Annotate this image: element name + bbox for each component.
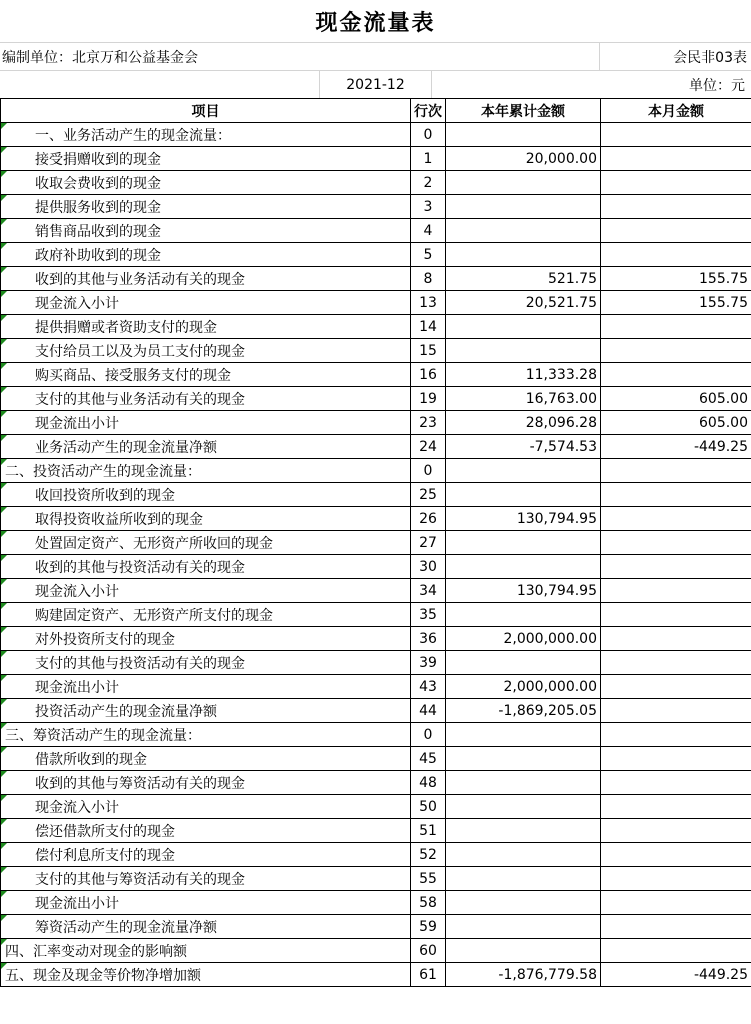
- line-number-cell[interactable]: 35: [411, 603, 446, 627]
- table-row: [1, 627, 751, 651]
- month-amount-cell[interactable]: [601, 939, 751, 963]
- table-row: [1, 315, 751, 339]
- period-row: [0, 70, 751, 98]
- item-cell[interactable]: 支付的其他与业务活动有关的现金: [1, 387, 411, 411]
- item-cell[interactable]: 五、现金及现金等价物净增加额: [1, 963, 411, 987]
- table-row: [1, 363, 751, 387]
- month-amount-cell[interactable]: 155.75: [601, 291, 751, 315]
- table-row: [1, 771, 751, 795]
- ytd-amount-cell[interactable]: [446, 123, 601, 147]
- line-number-cell[interactable]: 45: [411, 747, 446, 771]
- table-row: [1, 219, 751, 243]
- ytd-amount-cell[interactable]: [446, 171, 601, 195]
- header-row: [1, 99, 751, 123]
- month-amount-cell[interactable]: [601, 747, 751, 771]
- item-cell[interactable]: 收取会费收到的现金: [1, 171, 411, 195]
- line-number-cell[interactable]: 19: [411, 387, 446, 411]
- month-amount-cell[interactable]: [601, 243, 751, 267]
- item-cell[interactable]: 对外投资所支付的现金: [1, 627, 411, 651]
- ytd-amount-cell[interactable]: [446, 915, 601, 939]
- period-cell[interactable]: 2021-12: [320, 71, 432, 98]
- month-amount-cell[interactable]: [601, 507, 751, 531]
- table-row: [1, 867, 751, 891]
- line-number-cell[interactable]: 2: [411, 171, 446, 195]
- table-row: [1, 171, 751, 195]
- item-cell[interactable]: 三、筹资活动产生的现金流量：: [1, 723, 411, 747]
- line-number-cell[interactable]: 52: [411, 843, 446, 867]
- line-number-cell[interactable]: 34: [411, 579, 446, 603]
- item-cell[interactable]: 收回投资所收到的现金: [1, 483, 411, 507]
- ytd-amount-cell[interactable]: 130,794.95: [446, 507, 601, 531]
- line-number-cell[interactable]: 26: [411, 507, 446, 531]
- item-cell[interactable]: 现金流出小计: [1, 891, 411, 915]
- month-amount-cell[interactable]: [601, 843, 751, 867]
- table-row: [1, 531, 751, 555]
- month-amount-cell[interactable]: 605.00: [601, 387, 751, 411]
- header-month[interactable]: 本月金额: [601, 99, 751, 123]
- line-number-cell[interactable]: 16: [411, 363, 446, 387]
- ytd-amount-cell[interactable]: [446, 459, 601, 483]
- line-number-cell[interactable]: 51: [411, 819, 446, 843]
- ytd-amount-cell[interactable]: [446, 867, 601, 891]
- ytd-amount-cell[interactable]: [446, 483, 601, 507]
- table-row: [1, 651, 751, 675]
- line-number-cell[interactable]: 50: [411, 795, 446, 819]
- line-number-cell[interactable]: 55: [411, 867, 446, 891]
- month-amount-cell[interactable]: 605.00: [601, 411, 751, 435]
- table-row: [1, 291, 751, 315]
- item-cell[interactable]: 提供服务收到的现金: [1, 195, 411, 219]
- line-number-cell[interactable]: 58: [411, 891, 446, 915]
- cash-flow-table: [0, 98, 751, 987]
- table-row: [1, 843, 751, 867]
- item-cell[interactable]: 现金流出小计: [1, 411, 411, 435]
- item-cell[interactable]: 现金流入小计: [1, 291, 411, 315]
- table-row: [1, 195, 751, 219]
- item-cell[interactable]: 支付给员工以及为员工支付的现金: [1, 339, 411, 363]
- line-number-cell[interactable]: 27: [411, 531, 446, 555]
- line-number-cell[interactable]: 14: [411, 315, 446, 339]
- month-amount-cell[interactable]: [601, 603, 751, 627]
- item-cell[interactable]: 现金流入小计: [1, 579, 411, 603]
- ytd-amount-cell[interactable]: 20,521.75: [446, 291, 601, 315]
- ytd-amount-cell[interactable]: [446, 315, 601, 339]
- ytd-amount-cell[interactable]: [446, 891, 601, 915]
- line-number-cell[interactable]: 30: [411, 555, 446, 579]
- month-amount-cell[interactable]: [601, 483, 751, 507]
- ytd-amount-cell[interactable]: [446, 843, 601, 867]
- table-row: [1, 267, 751, 291]
- month-amount-cell[interactable]: [601, 915, 751, 939]
- table-row: [1, 459, 751, 483]
- line-number-cell[interactable]: 61: [411, 963, 446, 987]
- item-cell[interactable]: 借款所收到的现金: [1, 747, 411, 771]
- line-number-cell[interactable]: 25: [411, 483, 446, 507]
- month-amount-cell[interactable]: [601, 459, 751, 483]
- header-line[interactable]: 行次: [411, 99, 446, 123]
- table-row: [1, 435, 751, 459]
- ytd-amount-cell[interactable]: [446, 651, 601, 675]
- table-row: [1, 939, 751, 963]
- table-row: [1, 579, 751, 603]
- organization-cell[interactable]: 编制单位：北京万和公益基金会: [0, 43, 600, 70]
- line-number-cell[interactable]: 1: [411, 147, 446, 171]
- item-cell[interactable]: 收到的其他与业务活动有关的现金: [1, 267, 411, 291]
- ytd-amount-cell[interactable]: [446, 795, 601, 819]
- ytd-amount-cell[interactable]: [446, 771, 601, 795]
- month-amount-cell[interactable]: [601, 363, 751, 387]
- table-row: [1, 507, 751, 531]
- month-amount-cell[interactable]: [601, 627, 751, 651]
- ytd-amount-cell[interactable]: [446, 819, 601, 843]
- item-cell[interactable]: 收到的其他与筹资活动有关的现金: [1, 771, 411, 795]
- month-amount-cell[interactable]: [601, 555, 751, 579]
- item-cell[interactable]: 二、投资活动产生的现金流量：: [1, 459, 411, 483]
- table-row: [1, 915, 751, 939]
- line-number-cell[interactable]: 44: [411, 699, 446, 723]
- table-row: [1, 699, 751, 723]
- unit-cell[interactable]: 单位：元: [689, 77, 745, 94]
- item-cell[interactable]: 支付的其他与筹资活动有关的现金: [1, 867, 411, 891]
- table-row: [1, 747, 751, 771]
- line-number-cell[interactable]: 4: [411, 219, 446, 243]
- item-cell[interactable]: 业务活动产生的现金流量净额: [1, 435, 411, 459]
- line-number-cell[interactable]: 0: [411, 123, 446, 147]
- report-title: 现金流量表: [315, 9, 436, 36]
- month-amount-cell[interactable]: [601, 195, 751, 219]
- line-number-cell[interactable]: 5: [411, 243, 446, 267]
- line-number-cell[interactable]: 60: [411, 939, 446, 963]
- month-amount-cell[interactable]: -449.25: [601, 963, 751, 987]
- month-amount-cell[interactable]: [601, 891, 751, 915]
- month-amount-cell[interactable]: [601, 171, 751, 195]
- month-amount-cell[interactable]: [601, 147, 751, 171]
- table-row: [1, 147, 751, 171]
- table-row: [1, 963, 751, 987]
- line-number-cell[interactable]: 36: [411, 627, 446, 651]
- month-amount-cell[interactable]: [601, 219, 751, 243]
- line-number-cell[interactable]: 15: [411, 339, 446, 363]
- line-number-cell[interactable]: 48: [411, 771, 446, 795]
- item-cell[interactable]: 处置固定资产、无形资产所收回的现金: [1, 531, 411, 555]
- item-cell[interactable]: 现金流入小计: [1, 795, 411, 819]
- line-number-cell[interactable]: 23: [411, 411, 446, 435]
- ytd-amount-cell[interactable]: [446, 531, 601, 555]
- ytd-amount-cell[interactable]: 20,000.00: [446, 147, 601, 171]
- month-amount-cell[interactable]: [601, 339, 751, 363]
- table-row: [1, 891, 751, 915]
- ytd-amount-cell[interactable]: [446, 243, 601, 267]
- table-row: [1, 339, 751, 363]
- item-cell[interactable]: 接受捐赠收到的现金: [1, 147, 411, 171]
- month-amount-cell[interactable]: [601, 723, 751, 747]
- ytd-amount-cell[interactable]: 521.75: [446, 267, 601, 291]
- ytd-amount-cell[interactable]: 16,763.00: [446, 387, 601, 411]
- item-cell[interactable]: 收到的其他与投资活动有关的现金: [1, 555, 411, 579]
- line-number-cell[interactable]: 24: [411, 435, 446, 459]
- month-amount-cell[interactable]: 155.75: [601, 267, 751, 291]
- item-cell[interactable]: 取得投资收益所收到的现金: [1, 507, 411, 531]
- table-row: [1, 675, 751, 699]
- table-row: [1, 723, 751, 747]
- month-amount-cell[interactable]: [601, 651, 751, 675]
- item-cell[interactable]: 购买商品、接受服务支付的现金: [1, 363, 411, 387]
- item-cell[interactable]: 一、业务活动产生的现金流量：: [1, 123, 411, 147]
- line-number-cell[interactable]: 43: [411, 675, 446, 699]
- item-cell[interactable]: 提供捐赠或者资助支付的现金: [1, 315, 411, 339]
- line-number-cell[interactable]: 8: [411, 267, 446, 291]
- table-row: [1, 819, 751, 843]
- ytd-amount-cell[interactable]: -1,876,779.58: [446, 963, 601, 987]
- line-number-cell[interactable]: 39: [411, 651, 446, 675]
- ytd-amount-cell[interactable]: -7,574.53: [446, 435, 601, 459]
- ytd-amount-cell[interactable]: -1,869,205.05: [446, 699, 601, 723]
- ytd-amount-cell[interactable]: [446, 219, 601, 243]
- month-amount-cell[interactable]: [601, 819, 751, 843]
- table-row: [1, 123, 751, 147]
- table-row: [1, 603, 751, 627]
- month-amount-cell[interactable]: [601, 675, 751, 699]
- month-amount-cell[interactable]: [601, 771, 751, 795]
- month-amount-cell[interactable]: [601, 699, 751, 723]
- item-cell[interactable]: 购建固定资产、无形资产所支付的现金: [1, 603, 411, 627]
- header-item[interactable]: 项目: [1, 99, 411, 123]
- item-cell[interactable]: 政府补助收到的现金: [1, 243, 411, 267]
- ytd-amount-cell[interactable]: [446, 747, 601, 771]
- line-number-cell[interactable]: 59: [411, 915, 446, 939]
- item-cell[interactable]: 销售商品收到的现金: [1, 219, 411, 243]
- form-code-cell[interactable]: 会民非03表: [673, 49, 747, 66]
- ytd-amount-cell[interactable]: [446, 195, 601, 219]
- item-cell[interactable]: 筹资活动产生的现金流量净额: [1, 915, 411, 939]
- table-row: [1, 483, 751, 507]
- table-row: [1, 795, 751, 819]
- line-number-cell[interactable]: 3: [411, 195, 446, 219]
- table-row: [1, 555, 751, 579]
- table-row: [1, 243, 751, 267]
- ytd-amount-cell[interactable]: 11,333.28: [446, 363, 601, 387]
- ytd-amount-cell[interactable]: [446, 555, 601, 579]
- ytd-amount-cell[interactable]: 130,794.95: [446, 579, 601, 603]
- month-amount-cell[interactable]: [601, 579, 751, 603]
- ytd-amount-cell[interactable]: 28,096.28: [446, 411, 601, 435]
- month-amount-cell[interactable]: -449.25: [601, 435, 751, 459]
- ytd-amount-cell[interactable]: [446, 939, 601, 963]
- info-row: [0, 42, 751, 70]
- ytd-amount-cell[interactable]: [446, 339, 601, 363]
- ytd-amount-cell[interactable]: [446, 603, 601, 627]
- month-amount-cell[interactable]: [601, 795, 751, 819]
- ytd-amount-cell[interactable]: 2,000,000.00: [446, 627, 601, 651]
- table-row: [1, 387, 751, 411]
- ytd-amount-cell[interactable]: 2,000,000.00: [446, 675, 601, 699]
- month-amount-cell[interactable]: [601, 531, 751, 555]
- empty-cell[interactable]: [0, 71, 320, 98]
- month-amount-cell[interactable]: [601, 123, 751, 147]
- table-row: [1, 411, 751, 435]
- item-cell[interactable]: 投资活动产生的现金流量净额: [1, 699, 411, 723]
- item-cell[interactable]: 支付的其他与投资活动有关的现金: [1, 651, 411, 675]
- header-ytd[interactable]: 本年累计金额: [446, 99, 601, 123]
- item-cell[interactable]: 偿付利息所支付的现金: [1, 843, 411, 867]
- line-number-cell[interactable]: 0: [411, 459, 446, 483]
- line-number-cell[interactable]: 13: [411, 291, 446, 315]
- item-cell[interactable]: 现金流出小计: [1, 675, 411, 699]
- month-amount-cell[interactable]: [601, 315, 751, 339]
- item-cell[interactable]: 偿还借款所支付的现金: [1, 819, 411, 843]
- month-amount-cell[interactable]: [601, 867, 751, 891]
- item-cell[interactable]: 四、汇率变动对现金的影响额: [1, 939, 411, 963]
- ytd-amount-cell[interactable]: [446, 723, 601, 747]
- line-number-cell[interactable]: 0: [411, 723, 446, 747]
